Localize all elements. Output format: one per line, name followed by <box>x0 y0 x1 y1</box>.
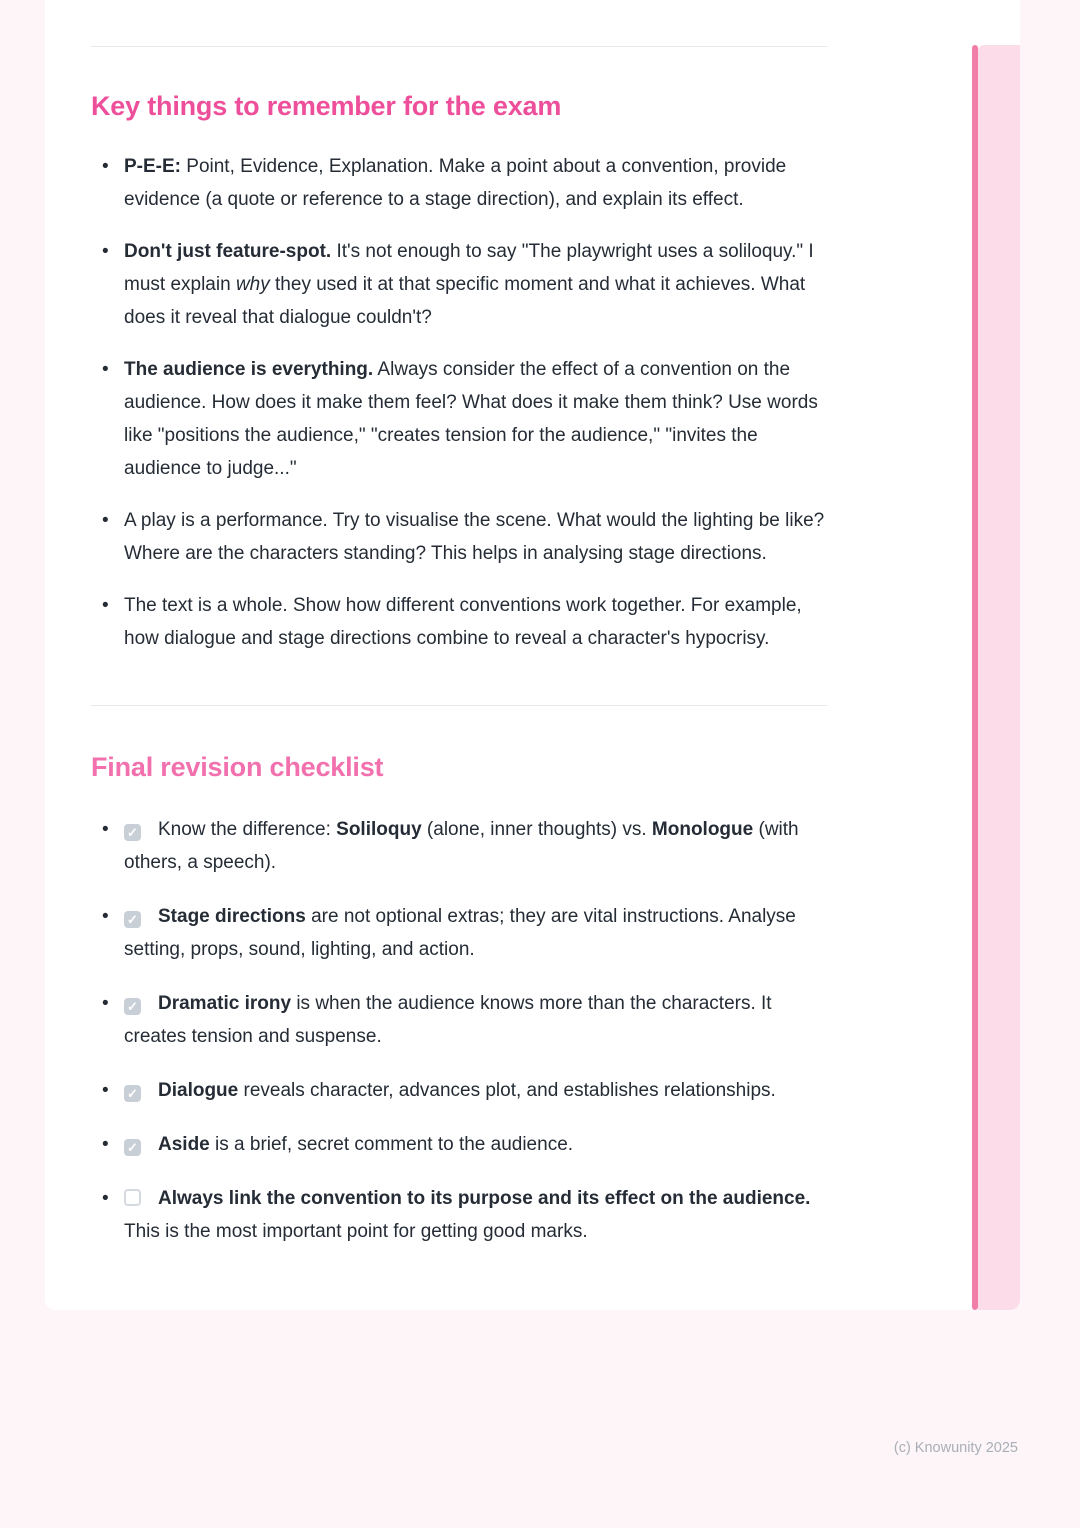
copyright-footer: (c) Knowunity 2025 <box>893 1440 1018 1456</box>
checkbox-unchecked[interactable] <box>124 1189 141 1206</box>
section-key-things <box>91 91 828 655</box>
key-things-list <box>91 150 828 655</box>
check-icon: ✓ <box>127 912 138 927</box>
checkbox-checked[interactable] <box>124 824 141 841</box>
section-divider <box>91 705 828 706</box>
section-title-checklist: Final revision checklist <box>91 752 384 782</box>
section-title-key-things: Key things to remember for the exam <box>91 91 562 121</box>
checkbox-checked[interactable] <box>124 998 141 1015</box>
item-text: Aside is a brief, secret comment to the audience. <box>158 1134 574 1155</box>
bullet-dot: • <box>102 510 109 531</box>
page-edge-line <box>972 45 978 1310</box>
item-text: Always link the convention to its purpose and its effect on the audience. This is the most important point for getting good marks. <box>124 1188 811 1242</box>
page-edge-band <box>978 45 1020 1310</box>
key-things-item <box>91 504 828 570</box>
key-things-item <box>91 150 828 216</box>
item-text: The audience is everything. Always consider the effect of a convention on the audience. How does it make them feel? What does it make them think? Use words like "positions the audience," "creates tension for the audience," "invites the audience to judge..." <box>124 359 818 479</box>
item-text: Stage directions are not optional extras; they are vital instructions. Analyse setting, props, sound, lighting, and action. <box>124 906 796 960</box>
checklist-item <box>91 1182 828 1248</box>
bullet-dot: • <box>102 241 109 262</box>
checkbox-checked[interactable] <box>124 1139 141 1156</box>
bullet-dot: • <box>102 156 109 177</box>
key-things-item <box>91 589 828 655</box>
bullet-dot: • <box>102 1188 109 1209</box>
bullet-dot: • <box>102 359 109 380</box>
bullet-dot: • <box>102 1080 109 1101</box>
key-things-item <box>91 353 828 485</box>
item-text: A play is a performance. Try to visualise the scene. What would the lighting be like? Where are the characters standing? This helps in analysing stage directions. <box>124 510 825 564</box>
revision-checklist <box>91 813 828 1248</box>
checklist-item <box>91 900 828 966</box>
item-text: Dialogue reveals character, advances plot, and establishes relationships. <box>158 1080 776 1101</box>
item-text: Dramatic irony is when the audience knows more than the characters. It creates tension and suspense. <box>124 993 772 1047</box>
item-text: Know the difference: Soliloquy (alone, inner thoughts) vs. Monologue (with others, a speech). <box>124 819 799 873</box>
key-things-item <box>91 235 828 334</box>
section-checklist <box>91 752 828 1248</box>
checklist-item <box>91 813 828 879</box>
bullet-dot: • <box>102 906 109 927</box>
bullet-dot: • <box>102 595 109 616</box>
checklist-item <box>91 1128 828 1161</box>
document-content <box>91 0 828 1269</box>
checkbox-checked[interactable] <box>124 911 141 928</box>
check-icon: ✓ <box>127 825 138 840</box>
bullet-dot: • <box>102 1134 109 1155</box>
check-icon: ✓ <box>127 1086 138 1101</box>
check-icon: ✓ <box>127 999 138 1014</box>
top-divider <box>91 46 828 47</box>
bullet-dot: • <box>102 819 109 840</box>
document-card <box>45 0 1020 1310</box>
checkbox-checked[interactable] <box>124 1085 141 1102</box>
bullet-dot: • <box>102 993 109 1014</box>
checklist-item <box>91 987 828 1053</box>
item-text: The text is a whole. Show how different conventions work together. For example, how dialogue and stage directions combine to reveal a character's hypocrisy. <box>124 595 802 649</box>
checklist-item <box>91 1074 828 1107</box>
item-text: P-E-E: Point, Evidence, Explanation. Make a point about a convention, provide evidence (a quote or reference to a stage direction), and explain its effect. <box>124 156 787 210</box>
check-icon: ✓ <box>127 1140 138 1155</box>
item-text: Don't just feature-spot. It's not enough to say "The playwright uses a soliloquy." I must explain why they used it at that specific moment and what it achieves. What does it reveal that dialogue couldn't? <box>124 241 814 328</box>
